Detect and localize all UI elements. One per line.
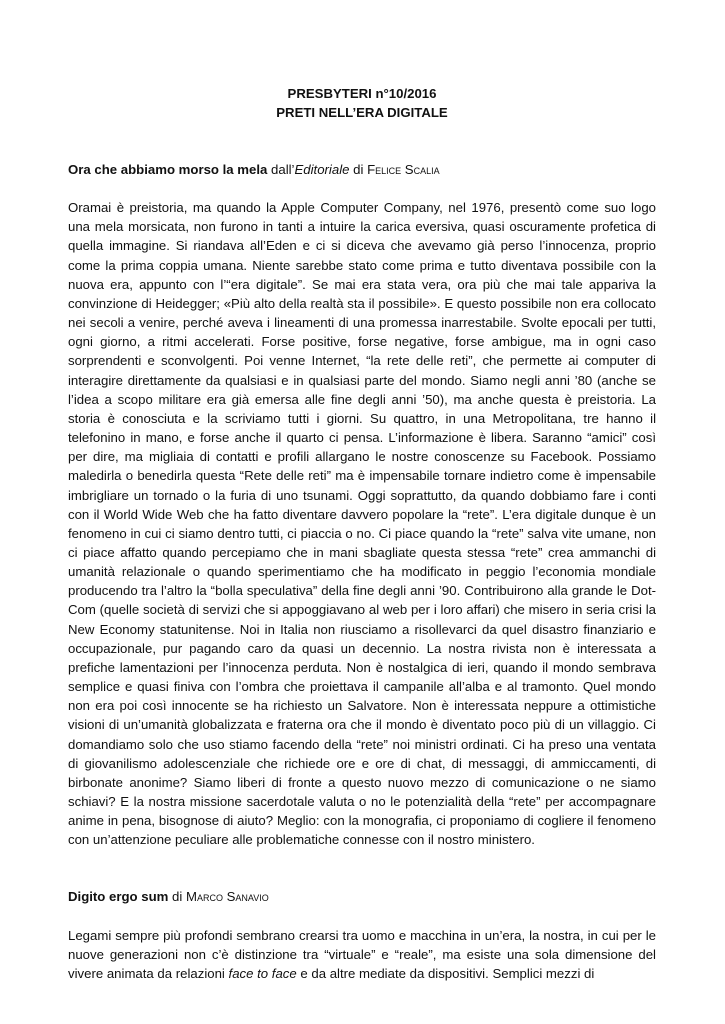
section2-body: [68, 926, 656, 983]
section1-by: di: [349, 162, 368, 177]
section2-body-italic: face to face: [228, 965, 297, 981]
section2-body-start: Legami sempre più profondi sembrano crearsi tra uomo e macchina in un’era, la nostra, in cui per le nuove generazioni non c’è distinzione tra “virtuale” e “reale”, ma esiste una sola dimensione del vivere animata da relazioni: [68, 927, 656, 981]
section1-body: Oramai è preistoria, ma quando la Apple Computer Company, nel 1976, presentò come suo logo una mela morsicata, non furono in tanti a intuire la carica eversiva, quasi oscuramente profetica di quella immagine. Si riandava all’Eden e ci si diceva che avevamo già perso l’innocenza, proprio come la prima coppia umana. Niente sarebbe stato come prima e tutto diventava possibile con la nuova era, appunto con l’“era digitale”. Se mai era stata vera, ora più che mai tale appariva la convinzione di Heidegger; «Più alto della realtà sta il possibile». E questo possibile non era collocato nei secoli a venire, perché aveva i lineamenti di una promessa inarrestabile. Svolte epocali per tutti, ogni giorno, a ritmi accelerati. Forse positive, forse negative, forse ambigue, ma in ogni caso sorprendenti e sconvolgenti. Poi venne Internet, “la rete delle reti”, che permette ai computer di interagire direttamente da qualsiasi e in qualsiasi parte del mondo. Siamo negli anni ’80 (anche se l’idea a scopo militare era già emersa alle fine degli anni ’50), ma anche questa è preistoria. La storia è conosciuta e la scriviamo tutti i giorni. Su quattro, in una Metropolitana, tre hanno il telefonino in mano, e forse anche il quarto ci pensa. L’informazione è libera. Saranno “amici” così per dire, ma migliaia di contatti e profili allargano le nostre conoscenze su Facebook. Possiamo maledirla o benedirla questa “Rete delle reti” ma è impensabile tornare indietro come è impensabile imbrigliare un tornado o la furia di uno tsunami. Oggi soprattutto, da quando dobbiamo fare i conti con il World Wide Web che ha fatto diventare davvero popolare la “rete”. L’era digitale dunque è un fenomeno in cui ci siamo dentro tutti, ci piaccia o no. Ci piace quando la “rete” salva vite umane, non ci piace affatto quando percepiamo che in mani sbagliate questa stessa “rete” crea ammanchi di umanità relazionale o quando sperimentiamo che ha modificato in peggio l’economia mondiale producendo tra l’altro la “bolla speculativa” della fine degli anni ’90. Contribuirono alla grande le Dot-Com (quelle società di servizi che si appoggiavano al web per i loro affari) che misero in seria crisi la New Economy statunitense. Noi in Italia non riusciamo a risollevarci da quel disastro finanziario e occupazionale, pur pagando caro da quasi un decennio. La nostra rivista non è interessata a prefiche lamentazioni per l’innocenza perduta. Non è nostalgica di ieri, quando il mondo sembrava semplice e quasi finiva con l’ombra che proiettava il campanile all’alba e al tramonto. Quel mondo non era poi così innocente se ha richiesto un Salvatore. Non è interessata neppure a ottimistiche visioni di un’umanità globalizzata e fraterna ora che il mondo è diventato poco più di un villaggio. Ci domandiamo solo che uso stiamo facendo della “rete” noi ministri ordinati. Ci ha preso una ventata di giovanilismo adolescenziale che richiede ore e ore di chat, di messaggi, di ammiccamenti, di birbonate anonime? Siamo liberi di fronte a questo nuovo mezzo di comunicazione o ne siamo schiavi? E la nostra missione sacerdotale valuta o no le potenzialità della “rete” per accompagnare anime in pena, bisognose di aiuto? Meglio: con la monografia, ci proponiamo di cogliere il fenomeno con un’attenzione peculiare alle problematiche connesse con il nostro ministero.: [68, 200, 656, 848]
section2-heading-line: [68, 887, 656, 906]
section1-source: Editoriale: [294, 162, 350, 177]
document-title: [68, 84, 656, 122]
section2-by: di: [168, 889, 186, 905]
issue-theme-title: PRETI NELL’ERA DIGITALE: [276, 105, 448, 120]
document-page: [68, 84, 656, 983]
section2-heading: Digito ergo sum: [68, 889, 169, 905]
section1-author: Felice Scalia: [367, 162, 440, 177]
section1-heading-line: [68, 160, 656, 179]
section-spacer: [68, 849, 656, 887]
section2-body-end: e da altre mediate da dispositivi. Semplici mezzi di: [296, 965, 595, 981]
section1-from: dall’: [267, 162, 295, 177]
section1-heading: Ora che abbiamo morso la mela: [68, 162, 268, 177]
section2-author: Marco Sanavio: [185, 889, 269, 905]
journal-issue-title: PRESBYTERI n°10/2016: [287, 86, 437, 101]
